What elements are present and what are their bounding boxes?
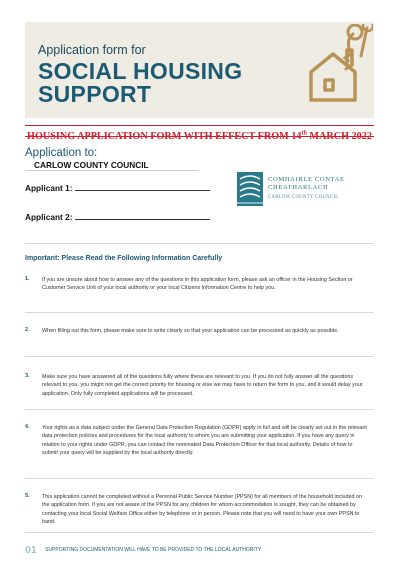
council-name: CARLOW COUNTY COUNCIL <box>34 160 149 170</box>
footer-note: SUPPORTING DOCUMENTATION WILL HAVE TO BE PROVIDED TO THE LOCAL AUTHORITY <box>45 546 262 553</box>
applicant-2-line[interactable] <box>75 212 210 220</box>
item-text: This application cannot be completed without a Personal Public Service Number (PPSN) for all members of the household included on the application form. If you are not aware of the PPSN for any children for whom accommodation is sought, they can be obtained by contacting your local Social Welfare Office either by telephone or in person. Please note that you will need to have your own PPSN to hand. <box>42 494 363 525</box>
council-crest-icon <box>236 171 264 207</box>
item-text: If you are unsure about how to answer any of the questions in this application form, please ask an officer in the Housing Section or Customer Service Unit of your local authority or your local Citizens Information Centre to help you. <box>42 277 353 292</box>
applicant-1-label: Applicant 1: <box>25 183 73 193</box>
council-logo <box>236 171 376 211</box>
council-underline <box>25 170 199 171</box>
logo-english-name: CARLOW COUNTY COUNCIL <box>268 195 339 200</box>
item-divider <box>25 312 374 313</box>
effective-date-banner <box>25 125 374 142</box>
cover-title: SOCIAL HOUSING SUPPORT <box>38 58 243 107</box>
applicant-2-label: Applicant 2: <box>25 212 73 222</box>
page-footer <box>25 541 261 559</box>
cover-subtitle: Application form for <box>38 43 146 57</box>
applicant-1-field[interactable] <box>25 183 210 193</box>
house-keys-icon <box>281 24 373 116</box>
item-divider <box>25 356 374 357</box>
item-divider <box>25 478 374 479</box>
item-divider <box>25 409 374 410</box>
important-heading: Important: Please Read the Following Information Carefully <box>25 255 223 262</box>
item-number: 5. <box>25 493 30 499</box>
item-divider <box>25 532 374 533</box>
item-number: 4. <box>25 424 30 430</box>
applicant-1-line[interactable] <box>75 183 210 191</box>
item-text: When filling out this form, please make sure to write clearly so that your application can be processed as quickly as possible. <box>42 328 339 334</box>
item-number: 2. <box>25 327 30 333</box>
logo-irish-line-2: CHEATHARLACH <box>268 184 329 191</box>
effective-date-text: HOUSING APPLICATION FORM WITH EFFECT FROM 14th MARCH 2022 <box>27 130 372 142</box>
cover-panel <box>25 22 374 118</box>
item-text: Your rights as a data subject under the General Data Protection Regulation (GDPR) apply in full and will be clearly set out in the relevant data protection policies and procedures for the local authority to whom you are submitting your application. If you have any query in relation to your rights under GDPR, you can contact the nominated Data Protection Officer for that local authority. Details of how to submit your query will be supplied by the local authority directly. <box>42 425 367 456</box>
application-to-label: Application to: <box>25 147 98 159</box>
section-divider <box>25 243 374 244</box>
item-number: 3. <box>25 373 30 379</box>
applicant-2-field[interactable] <box>25 212 210 222</box>
item-text: Make sure you have answered all of the questions fully where these are relevant to you. If you do not fully answer all the questions relevant to you, you might not get the correct priority for housing or else we may have to return the form to you, and it would delay your application. Only fully completed applications will be processed. <box>42 374 363 397</box>
logo-irish-line-1: COMHAIRLE CONTAE <box>268 176 345 183</box>
item-number: 1. <box>25 276 30 282</box>
page-number: 01 <box>25 543 37 556</box>
